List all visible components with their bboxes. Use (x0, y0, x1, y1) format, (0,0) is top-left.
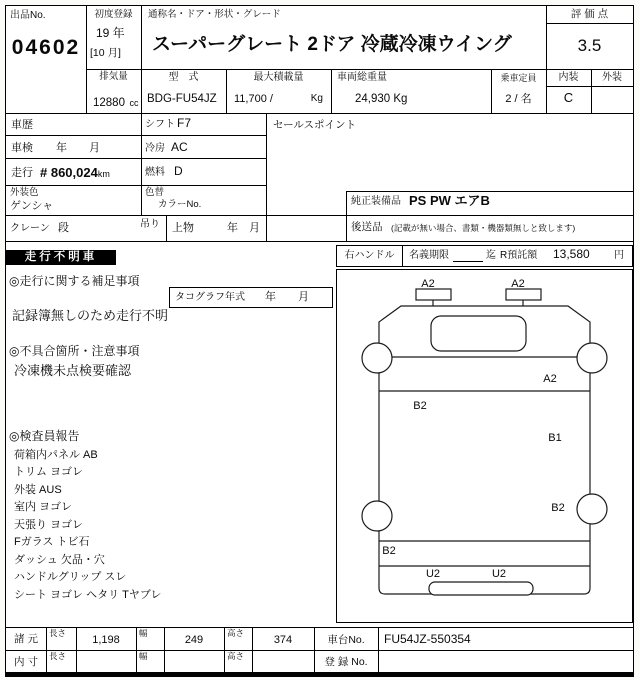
body-type-label: 上物 (172, 222, 194, 234)
vehicle-name-label: 通称名・ドア・形状・グレード (148, 9, 281, 20)
divider-line (546, 23, 633, 24)
payload-value (226, 93, 331, 106)
damage-code-under-right: U2 (491, 568, 507, 580)
inspector-item: ダッシュ 欠品・穴 (14, 554, 105, 566)
aircon-label: 冷房 (145, 143, 165, 154)
title-deadline-label: 名義期限 (409, 250, 449, 261)
divider-line (546, 86, 633, 87)
defect-note-text: 冷凍機未点検要確認 (14, 363, 132, 378)
height-label: 高さ (227, 628, 245, 638)
auction-sheet (5, 5, 634, 677)
until-label: 迄 (486, 250, 496, 261)
tachograph-label: タコグラフ年式 (175, 292, 245, 303)
width-label: 幅 (139, 651, 148, 661)
mileage-note-text: 記録簿無しのため走行不明 (12, 308, 169, 323)
crane-hoist-label: 吊り (140, 219, 160, 230)
sales-point-label: セールスポイント (273, 119, 357, 131)
equipment-value: PS PW エアB (409, 193, 490, 208)
mirror-right-shape (506, 289, 541, 300)
capacity-value: 2 / 名 (505, 93, 532, 105)
divider-line (346, 191, 633, 192)
damage-diagram-panel (336, 269, 633, 623)
wheel-rear-right (577, 494, 607, 524)
divider-line (378, 627, 379, 672)
inspector-item: シート ヨゴレ ヘタリ Tヤブレ (14, 589, 162, 601)
recycle-deposit-value: 13,580 (553, 247, 590, 261)
shift-label: シフト (145, 119, 175, 130)
divider-line (6, 650, 633, 651)
registration-no-label: 登 録 No. (324, 656, 368, 668)
mileage-value (40, 164, 110, 182)
length-value: 1,198 (92, 634, 120, 646)
inspector-report-title: ◎検査員報告 (9, 429, 80, 443)
payload-unit: Kg (310, 93, 323, 104)
crane-label: クレーン (10, 223, 50, 234)
mirror-left-shape (416, 289, 451, 300)
first-registration-label: 初度登録 (94, 9, 133, 20)
inspector-item: 荷箱内パネル AB (14, 449, 98, 461)
recycle-deposit-label: R預託額 (500, 250, 538, 261)
history-label: 車歴 (11, 119, 33, 131)
divider-line (6, 158, 266, 159)
divider-line (166, 215, 167, 241)
displacement-number: 12880 (93, 97, 125, 109)
inspector-item: トリム ヨゴレ (14, 466, 84, 478)
vehicle-name: スーパーグレート 2ドア 冷蔵冷凍ウイング (152, 34, 512, 55)
inspector-item: 天張り ヨゴレ (14, 519, 84, 531)
exterior-color-label: 外装色 (10, 187, 39, 198)
mileage-number: # 860,024 (40, 165, 98, 180)
height-value: 374 (273, 634, 293, 646)
damage-code-mirror-left: A2 (421, 278, 435, 290)
body-type-value: 年 月 (227, 222, 260, 234)
exterior-color-value: ゲンシャ (10, 200, 54, 212)
divider-line (6, 113, 633, 114)
displacement-value (93, 93, 138, 111)
damage-code-rear-left: B2 (382, 545, 396, 557)
first-registration-month: [10 月] (90, 47, 121, 59)
payload-number: 11,700 / (234, 93, 273, 105)
width-value: 249 (184, 634, 204, 646)
payload-label: 最大積載量 (253, 72, 304, 83)
height-label: 高さ (227, 651, 245, 661)
displacement-label: 排気量 (99, 71, 128, 82)
later-items-note: (記載が無い場合、書類・機器類無しと致します) (391, 223, 576, 233)
width-label: 幅 (139, 628, 148, 638)
truck-diagram (337, 270, 632, 622)
rear-bumper-shape (429, 582, 533, 595)
handle-position: 右ハンドル (344, 250, 395, 261)
divider-line (86, 6, 87, 113)
divider-line (402, 246, 403, 266)
blank-write-line (453, 261, 483, 262)
score-label: 評 価 点 (570, 8, 609, 20)
divider-line (46, 627, 47, 672)
repaint-color-no: カラーNo. (158, 199, 202, 210)
shift-value: F7 (177, 116, 192, 130)
inspector-item: Fガラス トビ石 (14, 536, 90, 548)
later-items-label: 後送品 (351, 221, 383, 233)
length-label: 長さ (49, 651, 67, 661)
divider-line (86, 69, 633, 70)
gvw-value: 24,930 Kg (355, 93, 408, 105)
equipment-label: 純正装備品 (351, 196, 401, 207)
inspector-item: 室内 ヨゴレ (14, 501, 73, 513)
divider-line (331, 69, 332, 113)
tachograph-box (169, 287, 333, 308)
divider-line (6, 241, 633, 242)
lot-number-label: 出品No. (10, 10, 46, 21)
lot-number: 04602 (11, 36, 81, 59)
divider-line (141, 6, 142, 215)
divider-line (224, 627, 225, 672)
inspection-value: 年 月 (56, 142, 100, 154)
handle-row (336, 245, 633, 267)
inspector-item: ハンドルグリップ スレ (14, 571, 127, 583)
damage-code-side-mid: B1 (548, 432, 562, 444)
gvw-label: 車両総重量 (337, 72, 387, 83)
inspection-label: 車検 (11, 142, 33, 154)
damage-code-side-upper: A2 (543, 373, 557, 385)
divider-line (6, 135, 266, 136)
length-label: 長さ (49, 628, 67, 638)
damage-code-side-lower: B2 (551, 502, 565, 514)
damage-code-mirror-right: A2 (511, 278, 525, 290)
mileage-unit: km (97, 169, 110, 179)
model-code-value: BDG-FU54JZ (147, 93, 217, 105)
damage-code-cargo-left: B2 (413, 400, 427, 412)
displacement-unit: cc (129, 98, 139, 108)
tachograph-value: 年 月 (265, 291, 309, 303)
interior-label: 内装 (558, 72, 579, 83)
fuel-value: D (174, 164, 183, 178)
damage-code-under-left: U2 (425, 568, 441, 580)
repaint-label: 色替 (145, 187, 165, 198)
wheel-front-left (362, 343, 392, 373)
truck-body-outline (379, 306, 590, 594)
defects-title: ◎不具合箇所・注意事項 (9, 344, 140, 358)
wheel-rear-left (362, 501, 392, 531)
divider-line (6, 185, 266, 186)
chassis-no-label: 車台No. (327, 634, 365, 646)
dimensions-row-label: 諸 元 (14, 633, 38, 645)
chassis-no-value: FU54JZ-550354 (384, 632, 471, 646)
fuel-label: 燃料 (145, 167, 165, 178)
mileage-label: 走行 (11, 167, 33, 179)
capacity-label: 乗車定員 (500, 73, 537, 83)
divider-line (6, 627, 633, 628)
aircon-value: AC (171, 140, 188, 154)
wheel-front-right (577, 343, 607, 373)
inner-dimensions-row-label: 内 寸 (14, 656, 38, 668)
divider-line (346, 191, 347, 241)
divider-line (6, 215, 633, 216)
model-code-label: 型 式 (168, 72, 199, 83)
mileage-unknown-badge: 走行不明車 (6, 250, 116, 265)
first-registration-year: 19 年 (96, 26, 125, 40)
mileage-notes-title: ◎走行に関する補足事項 (9, 274, 140, 288)
divider-line (266, 113, 267, 241)
score-value: 3.5 (577, 36, 602, 55)
interior-grade: C (563, 90, 574, 105)
yen-unit: 円 (614, 250, 624, 261)
crane-step-label: 段 (58, 222, 69, 234)
divider-line (136, 627, 137, 672)
exterior-label: 外装 (602, 72, 622, 83)
inspector-item: 外装 AUS (14, 484, 62, 496)
